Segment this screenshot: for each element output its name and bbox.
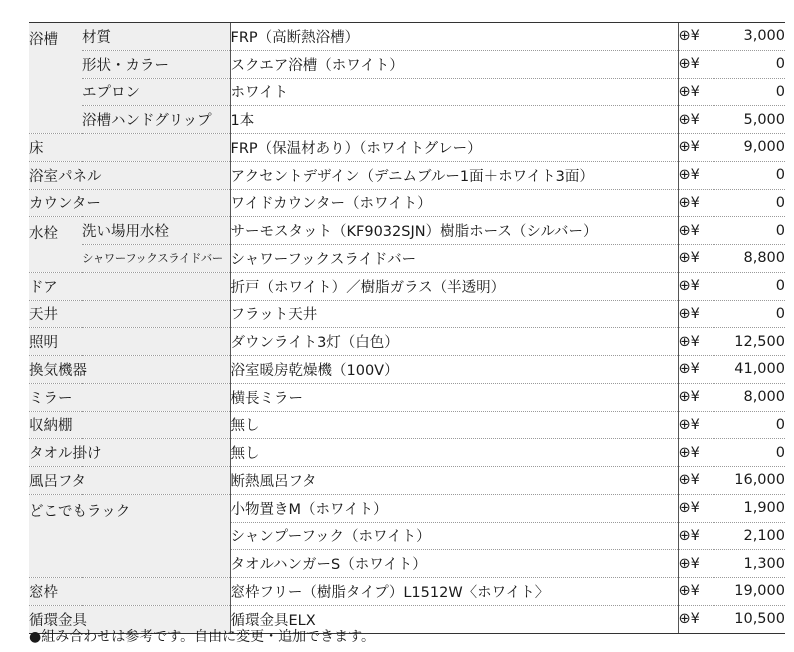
table-row: [29, 578, 785, 606]
spec-cell: ホワイト: [230, 78, 678, 106]
table-row: [29, 494, 785, 522]
spec-cell: アクセントデザイン（デニムブルー1面＋ホワイト3面）: [230, 161, 678, 189]
spec-cell: シャンプーフック（ホワイト）: [230, 522, 678, 550]
spec-cell: 窓枠フリー（樹脂タイプ）L1512W〈ホワイト〉: [230, 578, 678, 606]
table-row: [29, 78, 785, 106]
sub-category-cell: 浴槽ハンドグリップ: [82, 106, 230, 134]
price-symbol: ⊕¥: [678, 78, 714, 106]
sub-category-cell: 材質: [82, 23, 230, 51]
price-cell: 12,500: [714, 328, 785, 356]
spec-cell: FRP（高断熱浴槽）: [230, 23, 678, 51]
price-cell: 0: [714, 161, 785, 189]
price-cell: 9,000: [714, 134, 785, 162]
footnote: ●組み合わせは参考です。自由に変更・追加できます。: [29, 629, 375, 645]
price-cell: 1,900: [714, 494, 785, 522]
category-cell: タオル掛け: [29, 439, 230, 467]
category-cell: 床: [29, 134, 230, 162]
price-cell: 5,000: [714, 106, 785, 134]
spec-cell: FRP（保温材あり）（ホワイトグレー）: [230, 134, 678, 162]
price-symbol: ⊕¥: [678, 161, 714, 189]
price-symbol: ⊕¥: [678, 550, 714, 578]
price-symbol: ⊕¥: [678, 245, 714, 273]
table-row: [29, 383, 785, 411]
spec-cell: フラット天井: [230, 300, 678, 328]
spec-cell: 折戸（ホワイト）／樹脂ガラス（半透明）: [230, 272, 678, 300]
table-row: [29, 300, 785, 328]
price-cell: 0: [714, 411, 785, 439]
spec-cell: 浴室暖房乾燥機（100V）: [230, 356, 678, 384]
category-cell: どこでもラック: [29, 494, 230, 577]
table-row: [29, 467, 785, 495]
price-symbol: ⊕¥: [678, 106, 714, 134]
table-row: [29, 134, 785, 162]
price-cell: 0: [714, 300, 785, 328]
table-row: [29, 161, 785, 189]
price-symbol: ⊕¥: [678, 578, 714, 606]
category-cell: 循環金具: [29, 605, 230, 633]
spec-cell: シャワーフックスライドバー: [230, 245, 678, 273]
spec-cell: 断熱風呂フタ: [230, 467, 678, 495]
price-cell: 41,000: [714, 356, 785, 384]
price-cell: 0: [714, 50, 785, 78]
price-cell: 19,000: [714, 578, 785, 606]
category-cell: ミラー: [29, 383, 230, 411]
category-cell: 換気機器: [29, 356, 230, 384]
price-symbol: ⊕¥: [678, 23, 714, 51]
table-row: [29, 328, 785, 356]
table-row: [29, 50, 785, 78]
price-symbol: ⊕¥: [678, 467, 714, 495]
spec-cell: ダウンライト3灯（白色）: [230, 328, 678, 356]
spec-cell: サーモスタット（KF9032SJN）樹脂ホース（シルバー）: [230, 217, 678, 245]
sub-category-cell: エプロン: [82, 78, 230, 106]
table-row: [29, 272, 785, 300]
price-cell: 0: [714, 439, 785, 467]
price-cell: 10,500: [714, 605, 785, 633]
table-row: [29, 106, 785, 134]
price-cell: 8,800: [714, 245, 785, 273]
spec-cell: 無し: [230, 411, 678, 439]
sub-category-cell: シャワーフックスライドバー: [82, 245, 230, 273]
price-symbol: ⊕¥: [678, 439, 714, 467]
category-cell: 天井: [29, 300, 230, 328]
price-cell: 16,000: [714, 467, 785, 495]
spec-cell: 循環金具ELX: [230, 605, 678, 633]
price-cell: 8,000: [714, 383, 785, 411]
price-symbol: ⊕¥: [678, 356, 714, 384]
price-cell: 0: [714, 217, 785, 245]
spec-table: [29, 22, 785, 634]
price-symbol: ⊕¥: [678, 272, 714, 300]
sub-category-cell: 形状・カラー: [82, 50, 230, 78]
category-cell: 浴室パネル: [29, 161, 230, 189]
category-cell: 収納棚: [29, 411, 230, 439]
price-symbol: ⊕¥: [678, 605, 714, 633]
spec-cell: タオルハンガーS（ホワイト）: [230, 550, 678, 578]
price-cell: 3,000: [714, 23, 785, 51]
price-symbol: ⊕¥: [678, 134, 714, 162]
spec-cell: 小物置きM（ホワイト）: [230, 494, 678, 522]
category-cell: カウンター: [29, 189, 230, 217]
price-cell: 2,100: [714, 522, 785, 550]
price-symbol: ⊕¥: [678, 522, 714, 550]
table-row: [29, 411, 785, 439]
category-cell: 風呂フタ: [29, 467, 230, 495]
price-symbol: ⊕¥: [678, 411, 714, 439]
sub-category-cell: 洗い場用水栓: [82, 217, 230, 245]
table-row: [29, 356, 785, 384]
price-symbol: ⊕¥: [678, 383, 714, 411]
price-cell: 0: [714, 189, 785, 217]
table-row: [29, 439, 785, 467]
spec-cell: スクエア浴槽（ホワイト）: [230, 50, 678, 78]
category-cell: ドア: [29, 272, 230, 300]
category-cell: 窓枠: [29, 578, 230, 606]
price-symbol: ⊕¥: [678, 189, 714, 217]
price-cell: 0: [714, 78, 785, 106]
price-symbol: ⊕¥: [678, 217, 714, 245]
price-symbol: ⊕¥: [678, 494, 714, 522]
table-row: [29, 23, 785, 51]
table-row: [29, 245, 785, 273]
category-cell: 照明: [29, 328, 230, 356]
price-symbol: ⊕¥: [678, 50, 714, 78]
category-cell: 浴槽: [29, 23, 82, 134]
category-cell: 水栓: [29, 217, 82, 273]
spec-cell: 横長ミラー: [230, 383, 678, 411]
spec-cell: 無し: [230, 439, 678, 467]
price-cell: 0: [714, 272, 785, 300]
price-cell: 1,300: [714, 550, 785, 578]
table-row: [29, 217, 785, 245]
price-symbol: ⊕¥: [678, 300, 714, 328]
spec-cell: 1本: [230, 106, 678, 134]
spec-rows: [29, 23, 785, 634]
spec-cell: ワイドカウンター（ホワイト）: [230, 189, 678, 217]
table-row: [29, 189, 785, 217]
price-symbol: ⊕¥: [678, 328, 714, 356]
